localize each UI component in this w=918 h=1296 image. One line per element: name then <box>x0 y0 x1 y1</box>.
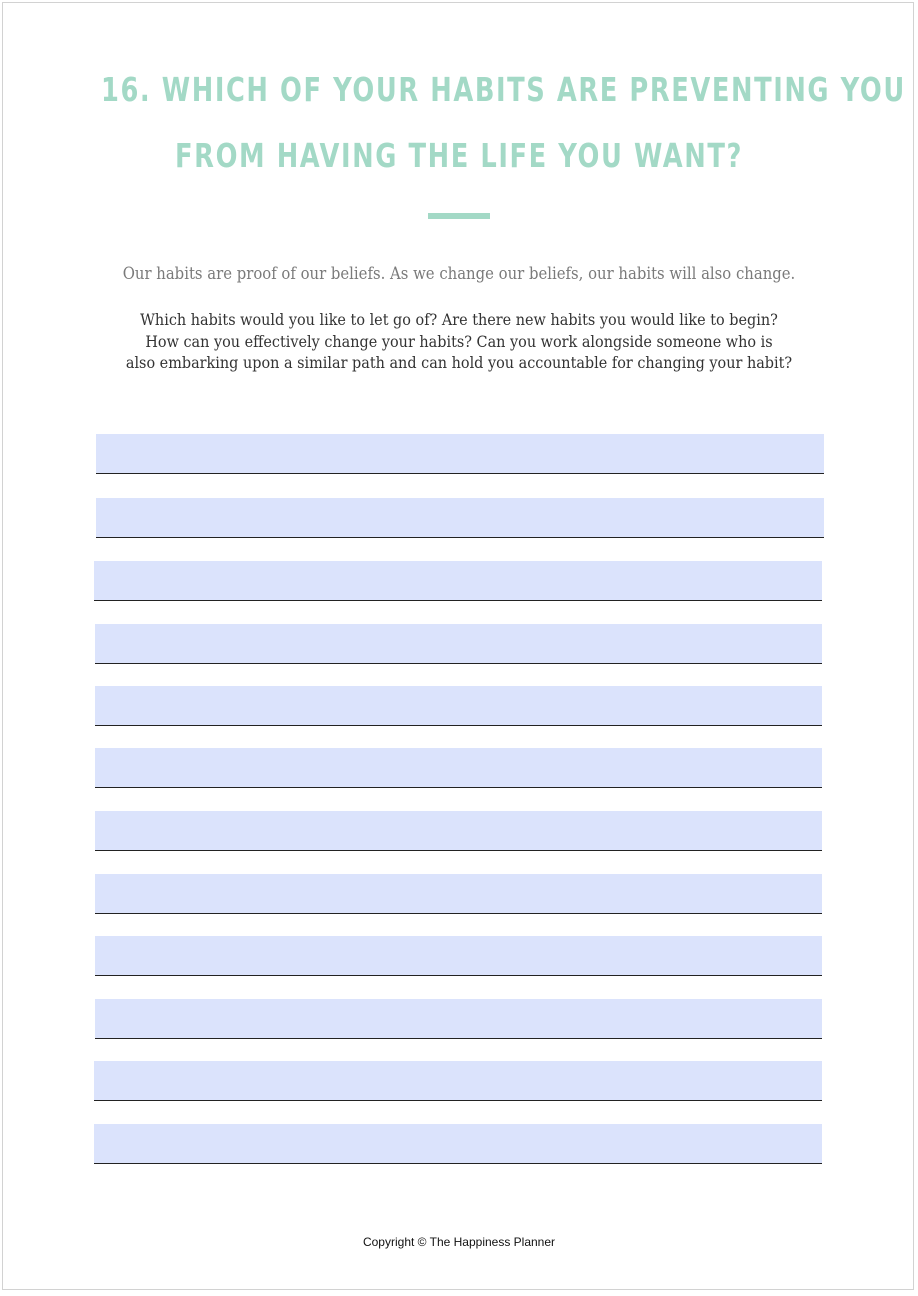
writing-line-8[interactable] <box>95 874 822 914</box>
writing-line-6[interactable] <box>95 748 822 788</box>
question-line-3: also embarking upon a similar path and can hold you accountable for changing your habit? <box>125 353 793 372</box>
writing-line-3[interactable] <box>94 561 822 601</box>
writing-line-7[interactable] <box>95 811 822 851</box>
writing-line-12[interactable] <box>94 1124 822 1164</box>
writing-line-5[interactable] <box>95 686 822 726</box>
writing-line-10[interactable] <box>95 999 822 1039</box>
copyright-footer: Copyright © The Happiness Planner <box>362 1235 556 1249</box>
writing-line-2[interactable] <box>96 498 824 538</box>
page-title-line-2: FROM HAVING THE LIFE YOU WANT? <box>175 136 743 175</box>
question-line-1: Which habits would you like to let go of? Are there new habits you would like to begin? <box>140 310 778 329</box>
writing-line-4[interactable] <box>95 624 822 664</box>
question-line-2: How can you effectively change your habits? Can you work alongside someone who is <box>145 331 773 351</box>
writing-line-9[interactable] <box>95 936 822 976</box>
page-title-line-1: 16. WHICH OF YOUR HABITS ARE PREVENTING YOU <box>100 70 906 109</box>
writing-line-1[interactable] <box>96 434 824 474</box>
intro-text: Our habits are proof of our beliefs. As we change our beliefs, our habits will also change. <box>122 264 796 283</box>
writing-line-11[interactable] <box>94 1061 822 1101</box>
